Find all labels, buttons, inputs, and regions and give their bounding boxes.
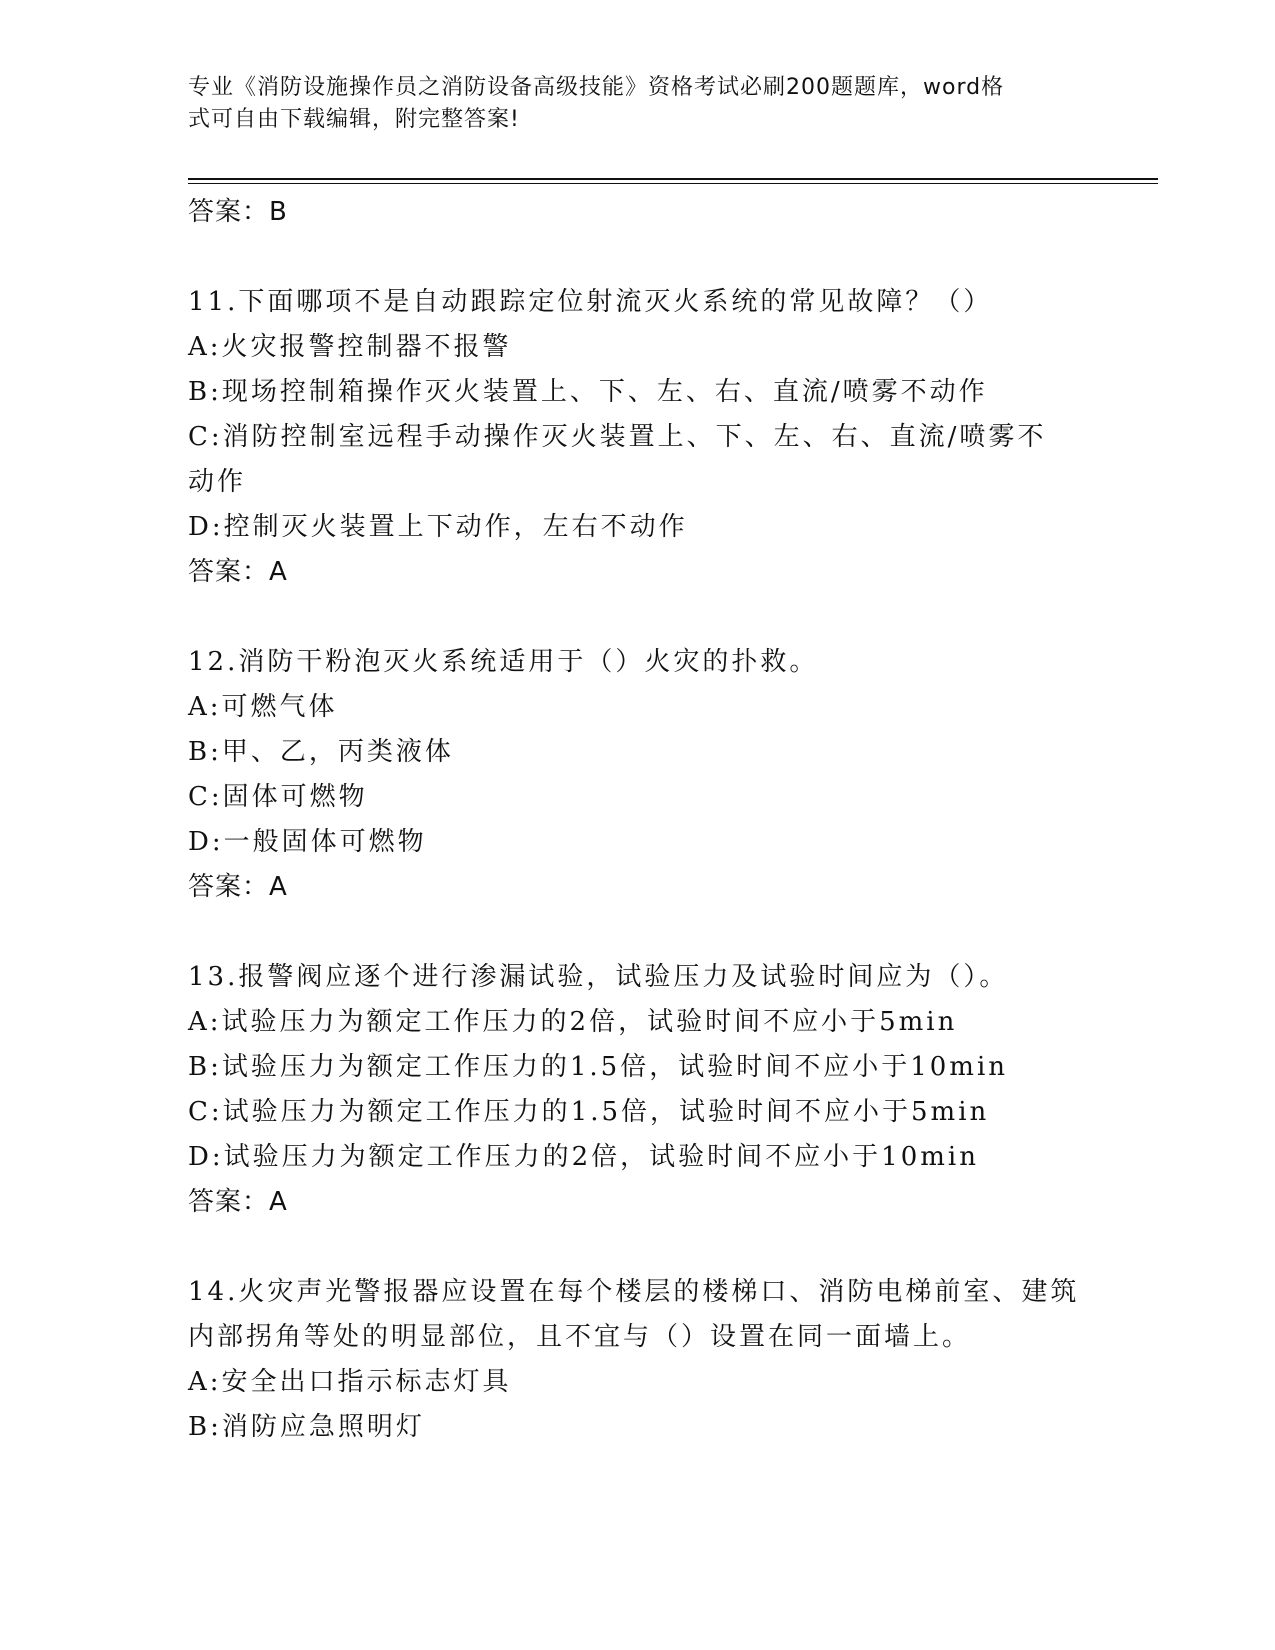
document-header bbox=[188, 72, 1068, 136]
option-c: C:试验压力为额定工作压力的1.5倍，试验时间不应小于5min bbox=[188, 1097, 990, 1127]
question-stem: 12.消防干粉泡灭火系统适用于（）火灾的扑救。 bbox=[188, 647, 819, 677]
option-a: A:安全出口指示标志灯具 bbox=[188, 1367, 512, 1397]
question-14 bbox=[188, 1270, 1088, 1450]
question-stem-continued: 内部拐角等处的明显部位，且不宜与（）设置在同一面墙上。 bbox=[188, 1322, 972, 1352]
question-list bbox=[188, 190, 1088, 1450]
option-a: A:可燃气体 bbox=[188, 692, 338, 722]
option-d: D:试验压力为额定工作压力的2倍，试验时间不应小于10min bbox=[188, 1142, 979, 1172]
spacer bbox=[188, 235, 1088, 280]
question-stem: 11.下面哪项不是自动跟踪定位射流灭火系统的常见故障？（） bbox=[188, 287, 993, 317]
option-b: B:甲、乙，丙类液体 bbox=[188, 737, 454, 767]
option-c: C:消防控制室远程手动操作灭火装置上、下、左、右、直流/喷雾不 bbox=[188, 422, 1047, 452]
question-stem: 13.报警阀应逐个进行渗漏试验，试验压力及试验时间应为（）。 bbox=[188, 962, 1009, 992]
question-stem: 14.火灾声光警报器应设置在每个楼层的楼梯口、消防电梯前室、建筑 bbox=[188, 1277, 1080, 1307]
option-b: B:现场控制箱操作灭火装置上、下、左、右、直流/喷雾不动作 bbox=[188, 377, 988, 407]
question-13 bbox=[188, 955, 1088, 1225]
option-a: A:火灾报警控制器不报警 bbox=[188, 332, 512, 362]
option-d: D:控制灭火装置上下动作，左右不动作 bbox=[188, 512, 688, 542]
spacer bbox=[188, 1225, 1088, 1270]
answer: 答案：A bbox=[188, 1187, 288, 1217]
option-b: B:消防应急照明灯 bbox=[188, 1412, 425, 1442]
header-line-2: 式可自由下载编辑，附完整答案! bbox=[188, 107, 520, 132]
header-rule-thick bbox=[188, 178, 1158, 180]
spacer bbox=[188, 910, 1088, 955]
header-line-1: 专业《消防设施操作员之消防设备高级技能》资格考试必刷200题题库，word格 bbox=[188, 75, 1005, 100]
option-b: B:试验压力为额定工作压力的1.5倍，试验时间不应小于10min bbox=[188, 1052, 1009, 1082]
question-11 bbox=[188, 280, 1088, 595]
answer: 答案：A bbox=[188, 557, 288, 587]
option-c-continued: 动作 bbox=[188, 467, 247, 497]
option-c: C:固体可燃物 bbox=[188, 782, 368, 812]
spacer bbox=[188, 595, 1088, 640]
option-d: D:一般固体可燃物 bbox=[188, 827, 427, 857]
header-rule-thin bbox=[188, 183, 1158, 184]
answer: 答案：A bbox=[188, 872, 288, 902]
question-12 bbox=[188, 640, 1088, 910]
previous-answer: 答案：B bbox=[188, 197, 288, 227]
option-a: A:试验压力为额定工作压力的2倍，试验时间不应小于5min bbox=[188, 1007, 958, 1037]
